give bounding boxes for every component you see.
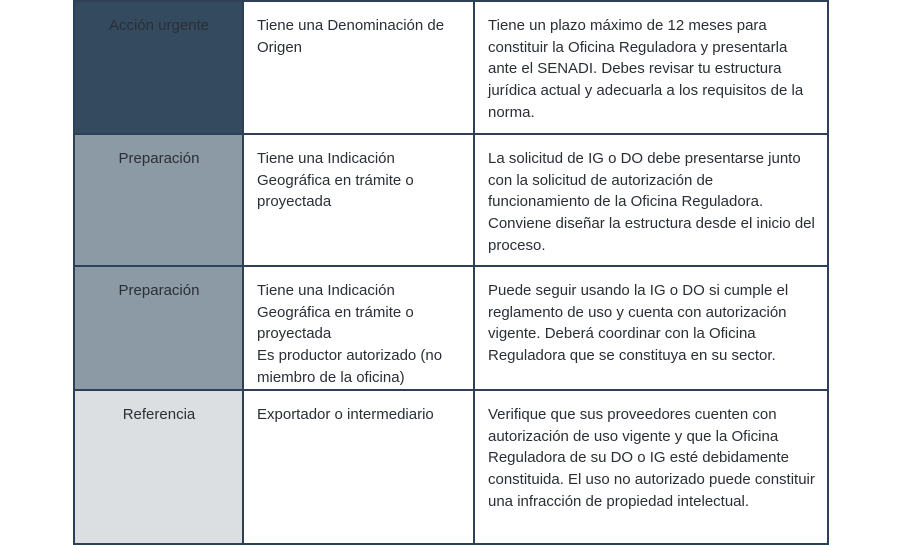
table-row: [74, 134, 828, 266]
situation-text: Tiene una Indicación Geográfica en trámite o proyectada: [257, 282, 414, 343]
detail-cell: La solicitud de IG o DO debe presentarse junto con la solicitud de autorización de funcionamiento de la Oficina Reguladora. Conviene diseñar la estructura desde el inicio del proceso.: [474, 134, 828, 266]
situation-text: Exportador o intermediario: [257, 406, 434, 423]
situation-cell: [243, 266, 474, 390]
situation-cell: [243, 1, 474, 134]
table-row: [74, 1, 828, 134]
situation-text: Tiene una Denominación de Origen: [257, 17, 445, 56]
guidance-table: [73, 0, 829, 545]
category-cell: Preparación: [74, 134, 243, 266]
category-cell: Referencia: [74, 390, 243, 544]
situation-cell: [243, 134, 474, 266]
detail-cell: Verifique que sus proveedores cuenten con autorización de uso vigente y que la Oficina Reguladora de su DO o IG esté debidamente constituida. El uso no autorizado puede constituir una infracción de propiedad intelectual.: [474, 390, 828, 544]
category-cell: Preparación: [74, 266, 243, 390]
detail-cell: Puede seguir usando la IG o DO si cumple el reglamento de uso y cuenta con autorización vigente. Deberá coordinar con la Oficina Reguladora que se constituya en su sector.: [474, 266, 828, 390]
table-row: [74, 390, 828, 544]
detail-cell: Tiene un plazo máximo de 12 meses para constituir la Oficina Reguladora y presentarla ante el SENADI. Debes revisar tu estructura jurídica actual y adecuarla a los requisitos de la norma.: [474, 1, 828, 134]
situation-cell: [243, 390, 474, 544]
situation-text: Es productor autorizado (no miembro de la oficina): [257, 347, 443, 386]
table-row: [74, 266, 828, 390]
category-cell: Acción urgente: [74, 1, 243, 134]
situation-text: Tiene una Indicación Geográfica en trámite o proyectada: [257, 150, 414, 211]
